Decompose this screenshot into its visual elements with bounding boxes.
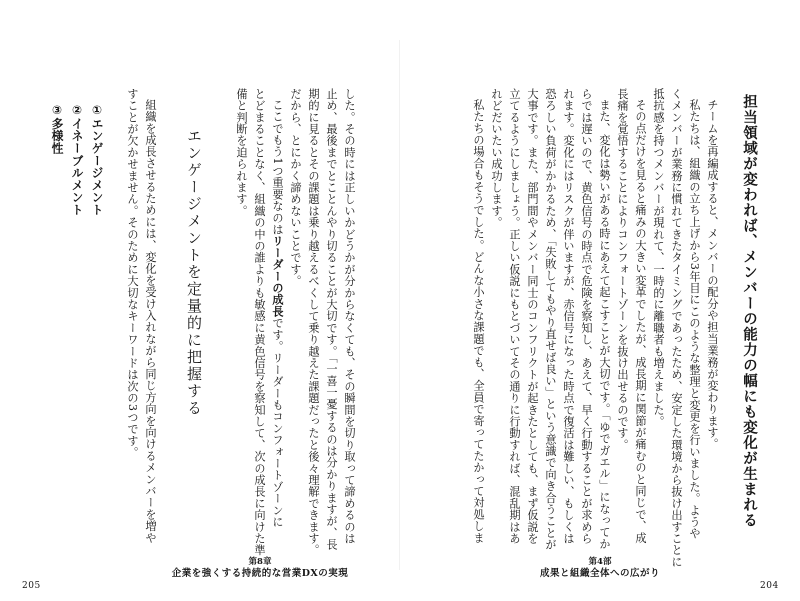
right-line-1: チームを再編成すると、メンバーの配分や担当業務が変わります。 — [706, 99, 719, 451]
right-line-9: れます。変化にはリスクが伴いますが、赤信号になった時点で復活は難しい、もしくは — [562, 88, 575, 545]
right-line-2: 私たちは、組織の立ち上げから3年目にこのような整理と変更を行いました。ようや — [688, 99, 701, 540]
left-line-3: 期的に見るとその課題は乗り越えるべくして乗り越えた課題だったと後々理解できます。 — [307, 88, 320, 556]
left-line-8: 組織を成長させるためには、変化を受け入れながら同じ方向を向けるメンバーを増や — [144, 99, 157, 544]
list-item-1: ①エンゲージメント — [90, 103, 104, 216]
footer-chapter: 第8章 — [248, 557, 272, 567]
left-line-5 — [265, 88, 284, 529]
right-line-4: 抵抗感を持つメンバーが現れて、一時的に離職者も増えました。 — [652, 88, 665, 428]
right-line-8: らでは遅いので、黄色信号の時点で危険を察知し、あえて、早く行動することが求めら — [580, 88, 593, 545]
left-line-1: した。その時には正しいかどうかが分からなくても、その瞬間を切り取って諦めるのは — [343, 88, 356, 545]
left-line-4: だから、とにかく諦めないことです。 — [289, 88, 302, 287]
list-item-2: ②イネーブルメント — [70, 103, 84, 216]
page-number-left: 205 — [22, 581, 41, 591]
section-heading: 担当領域が変われば、メンバーの能力の幅にも変化が生まれる — [741, 94, 757, 528]
left-line-2: 止め、最後までとことんやり切ることが大切です。「一喜一憂するのは分かりますが、長 — [325, 88, 338, 551]
list-item-3: ③多様性 — [50, 103, 64, 155]
left-line-6: とどまることなく、組織の中の誰よりも敏感に黄色信号を察知して、次の成長に向けた準 — [253, 88, 266, 556]
right-footer — [520, 557, 680, 580]
right-line-14: 私たちの場合もそうでした。どんな小さな課題でも、全員で寄ってたかって対処しま — [472, 99, 485, 544]
page-number-right: 204 — [760, 581, 779, 591]
right-line-5: その点だけを見ると痛みの大きい変革でしたが、成長期に関節が痛むのと同じで、成 — [634, 99, 647, 544]
gutter — [399, 40, 400, 570]
leader-growth-emphasis: リーダーの成長 — [271, 235, 284, 318]
right-line-13: れどだいたい成功します。 — [490, 88, 503, 229]
left-line-9: すことが欠かせません。そのために大切なキーワードは次の3つです。 — [126, 88, 139, 459]
footer-title: 成果と組織全体への広がり — [539, 567, 660, 579]
right-line-3: くメンバーが業務に慣れてきたタイミングであったため、安定した環境から抜け出すことに — [670, 88, 683, 568]
right-line-10: 恐ろしい負荷がかかるため、「失敗してもやり直せば良い」という意識で向き合うことが — [544, 88, 557, 551]
right-line-6: 長痛を覚悟することによりコンフォートゾーンを抜け出せるのです。 — [616, 88, 629, 451]
footer-title: 企業を強くする持続的な営業DXの実現 — [171, 567, 349, 579]
leader-text-after: です。リーダーもコンフォートゾーンに — [271, 317, 284, 529]
left-footer — [155, 557, 365, 580]
subheading: エンゲージメントを定量的に把握する — [185, 128, 203, 417]
right-line-11: 大事です。また、部門間やメンバー同士のコンフリクトが起きたとしても、まず仮説を — [526, 88, 539, 545]
right-line-12: 立てるようにしましょう。正しい仮説にもとづいてその通りに行動すれば、混乱期はあ — [508, 88, 521, 545]
leader-text-before: ここでもう1つ重要なのは — [271, 99, 284, 236]
left-line-7: 備と判断を迫られます。 — [235, 88, 248, 217]
footer-part: 第4部 — [588, 557, 612, 567]
right-line-7: また、変化は勢いがある時にあえて起こすことが大切です。「ゆでガエル」になってか — [598, 99, 611, 550]
